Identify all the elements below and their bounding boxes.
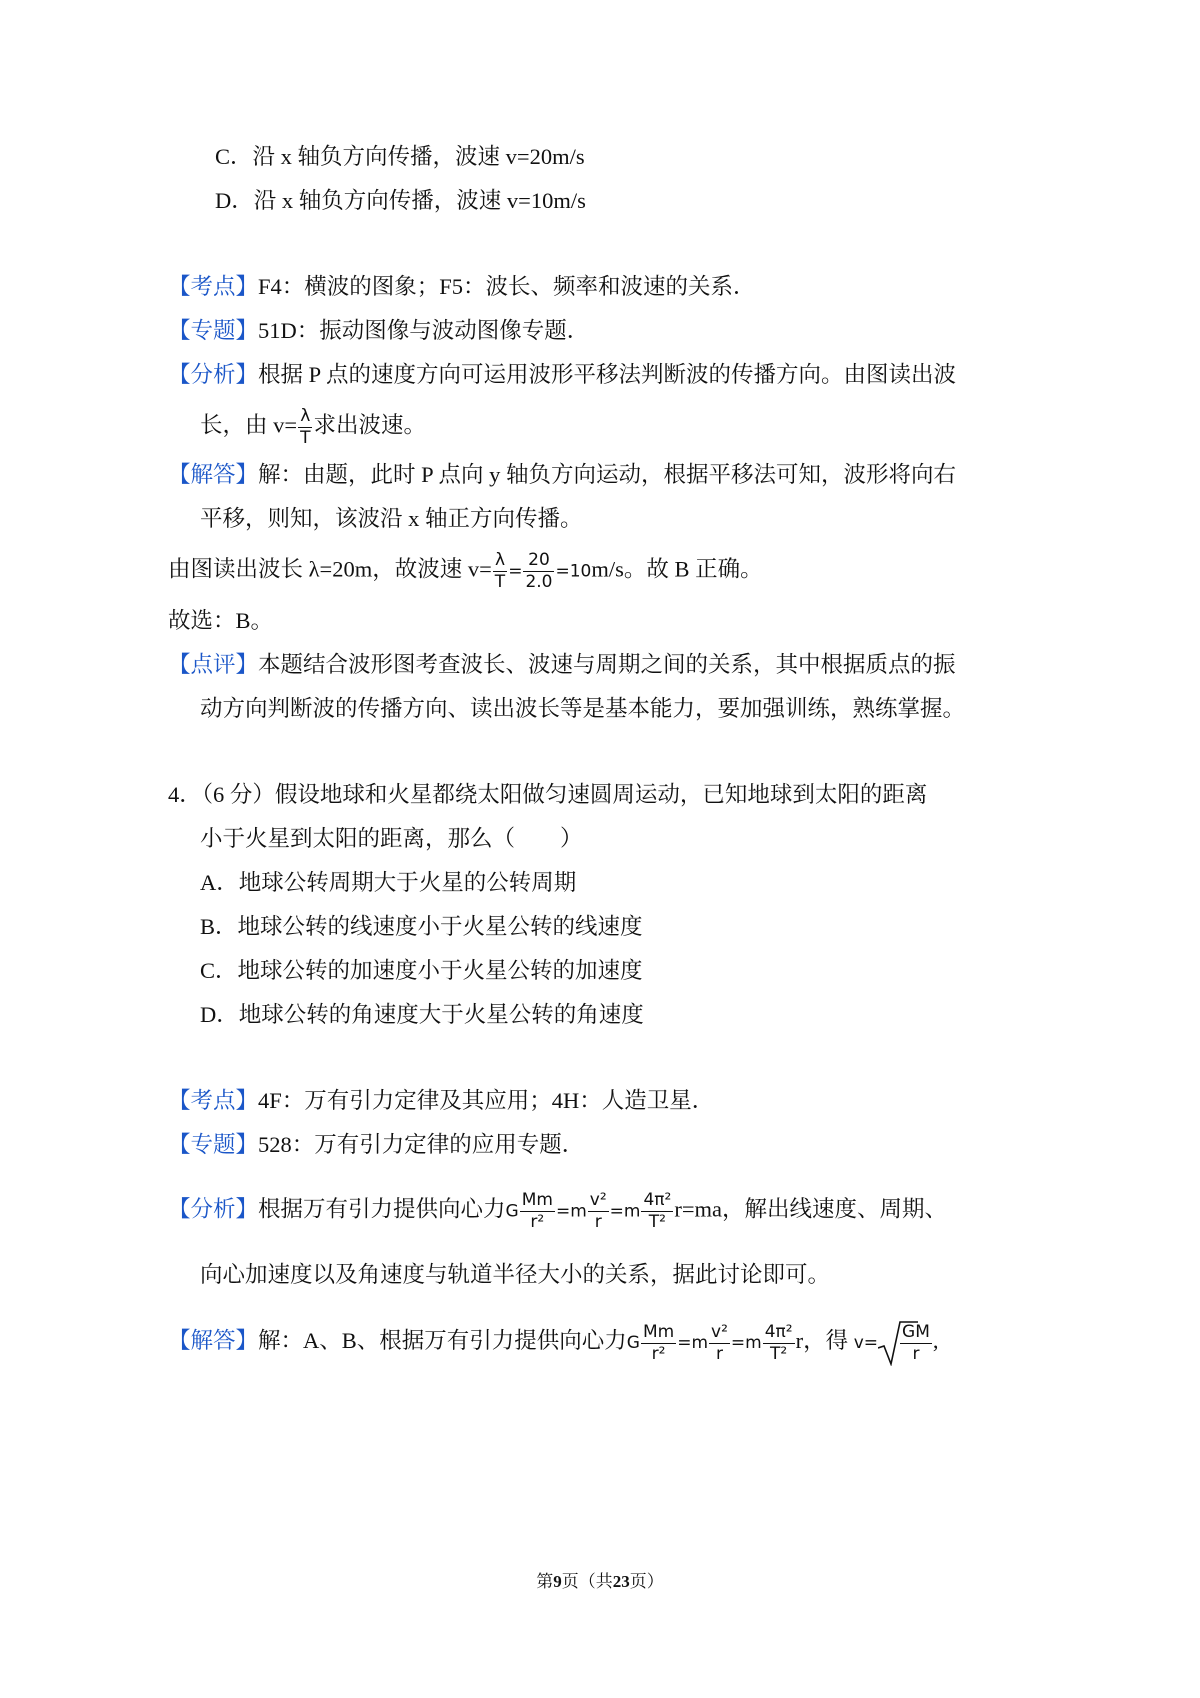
mm-over-r2-fraction-2 xyxy=(641,1322,676,1365)
q4-zhuanti-text: 528：万有引力定律的应用专题． xyxy=(258,1132,585,1157)
footer-pre: 第 xyxy=(536,1572,554,1591)
page-footer xyxy=(0,1570,1200,1594)
q4-jieda-text-mid: r，得 xyxy=(795,1328,854,1354)
jieda-row xyxy=(168,460,956,490)
gm-over-r-fraction xyxy=(900,1322,932,1365)
q4-option-b: B．地球公转的线速度小于火星公转的线速度 xyxy=(200,914,643,939)
equals-sign: = xyxy=(508,561,523,582)
q4-fenxi-text-end: r=ma，解出线速度、周期、 xyxy=(674,1196,948,1222)
q4-zhuanti-row xyxy=(168,1130,584,1160)
footer-mid: 页（共 xyxy=(561,1572,613,1591)
q4-jieda-tag: 【解答】 xyxy=(168,1328,259,1354)
option-c: C．沿 x 轴负方向传播，波速 v=20m/s xyxy=(215,144,585,169)
dianping-tag: 【点评】 xyxy=(168,652,259,677)
frac-num: λ xyxy=(493,550,507,572)
fenxi-row xyxy=(168,360,956,390)
4pi2-over-t2-fraction xyxy=(641,1190,673,1233)
equals-sign: = xyxy=(730,1333,746,1354)
kaodian-tag: 【考点】 xyxy=(168,274,259,299)
kaodian-text: F4：横波的图象；F5：波长、频率和波速的关系． xyxy=(258,274,756,299)
q4-fenxi-row xyxy=(168,1190,947,1233)
frac-num: Mm xyxy=(521,1190,553,1210)
q4-kaodian-row xyxy=(168,1086,714,1116)
zhuanti-text: 51D：振动图像与波动图像专题． xyxy=(258,318,590,343)
const-g: G xyxy=(626,1333,640,1354)
4pi2-over-t2-fraction-2 xyxy=(763,1322,795,1365)
mass-m: m xyxy=(691,1333,709,1354)
v2-over-r-fraction xyxy=(588,1190,609,1233)
frac-num: v² xyxy=(589,1190,607,1210)
q4-fenxi-row-2: 向心加速度以及角速度与轨道半径大小的关系，据此讨论即可。 xyxy=(200,1262,831,1287)
v2-over-r-fraction-2 xyxy=(709,1322,730,1365)
fenxi-tag: 【分析】 xyxy=(168,362,259,387)
frac-den: r xyxy=(715,1343,723,1364)
frac-num: 20 xyxy=(523,550,554,572)
lambda-over-t-fraction-2 xyxy=(493,550,507,593)
v-equals: v= xyxy=(853,1333,879,1354)
frac-num: λ xyxy=(298,406,312,428)
q4-fenxi-text: 根据万有引力提供向心力 xyxy=(258,1196,506,1222)
kaodian-row xyxy=(168,272,756,302)
mass-m: m xyxy=(570,1201,587,1222)
mm-over-r2-fraction xyxy=(520,1190,555,1233)
frac-den: T² xyxy=(770,1343,788,1364)
q4-kaodian-text: 4F：万有引力定律及其应用；4H：人造卫星． xyxy=(258,1088,715,1113)
equals-sign: = xyxy=(609,1201,624,1222)
frac-den: r xyxy=(912,1343,920,1364)
twenty-over-two-fraction xyxy=(523,550,554,593)
fenxi-row-2 xyxy=(200,406,426,449)
fenxi-text-2b: 求出波速。 xyxy=(313,412,426,438)
frac-num: 4π² xyxy=(643,1190,672,1210)
guxuan-row: 故选：B。 xyxy=(168,608,274,633)
dianping-text: 本题结合波形图考查波长、波速与周期之间的关系，其中根据质点的振 xyxy=(258,652,956,677)
option-d: D．沿 x 轴负方向传播，波速 v=10m/s xyxy=(215,188,586,213)
question-4-stem-2: 小于火星到太阳的距离，那么（ ） xyxy=(200,826,583,851)
mass-m: m xyxy=(745,1333,762,1354)
frac-num: v² xyxy=(711,1321,728,1342)
q4-option-c: C．地球公转的加速度小于火星公转的加速度 xyxy=(200,958,643,983)
wavelength-text: 由图读出波长 λ=20m，故波速 v= xyxy=(168,556,492,582)
jieda-text: 解：由题，此时 P 点向 y 轴负方向运动，根据平移法可知，波形将向右 xyxy=(258,462,956,487)
frac-den: r² xyxy=(651,1343,666,1364)
frac-den: T xyxy=(300,428,311,448)
equals-sign: = xyxy=(555,1201,571,1222)
fenxi-text: 根据 P 点的速度方向可运用波形平移法判断波的传播方向。由图读出波 xyxy=(258,362,956,387)
result-value: =10 xyxy=(555,561,592,582)
fenxi-text-2a: 长，由 v= xyxy=(200,412,298,438)
frac-den: r² xyxy=(530,1212,545,1232)
frac-den: T xyxy=(494,572,506,592)
wavelength-row xyxy=(168,550,763,593)
jieda-row-2: 平移，则知，该波沿 x 轴正方向传播。 xyxy=(200,506,583,531)
q4-option-a: A．地球公转周期大于火星的公转周期 xyxy=(200,870,577,895)
equals-sign: = xyxy=(677,1333,692,1354)
sqrt-gm-over-r xyxy=(878,1320,933,1366)
frac-num: 4π² xyxy=(764,1321,793,1342)
q4-jieda-comma: , xyxy=(932,1328,939,1354)
const-g: G xyxy=(505,1201,519,1222)
mass-m: m xyxy=(623,1201,641,1222)
wavelength-text-end: m/s。故 B 正确。 xyxy=(591,556,763,582)
q4-kaodian-tag: 【考点】 xyxy=(168,1088,259,1113)
frac-num: Mm xyxy=(642,1321,675,1342)
frac-den: T² xyxy=(648,1212,666,1232)
zhuanti-row xyxy=(168,316,589,346)
frac-num: GM xyxy=(902,1321,930,1342)
q4-jieda-row xyxy=(168,1320,939,1366)
question-4-stem: 4．（6 分）假设地球和火星都绕太阳做匀速圆周运动，已知地球到太阳的距离 xyxy=(168,782,928,807)
q4-zhuanti-tag: 【专题】 xyxy=(168,1132,259,1157)
dianping-row xyxy=(168,650,956,680)
frac-den: r xyxy=(594,1212,602,1232)
page-number: 9 xyxy=(553,1572,562,1591)
q4-option-d: D．地球公转的角速度大于火星公转的角速度 xyxy=(200,1002,644,1027)
lambda-over-t-fraction xyxy=(298,406,312,449)
total-pages: 23 xyxy=(612,1572,630,1591)
jieda-tag: 【解答】 xyxy=(168,462,259,487)
zhuanti-tag: 【专题】 xyxy=(168,318,259,343)
frac-den: 2.0 xyxy=(525,572,553,592)
footer-post: 页） xyxy=(629,1572,664,1591)
q4-jieda-text: 解：A、B、根据万有引力提供向心力 xyxy=(258,1328,627,1354)
q4-fenxi-tag: 【分析】 xyxy=(168,1196,259,1222)
dianping-row-2: 动方向判断波的传播方向、读出波长等是基本能力，要加强训练，熟练掌握。 xyxy=(200,696,966,721)
